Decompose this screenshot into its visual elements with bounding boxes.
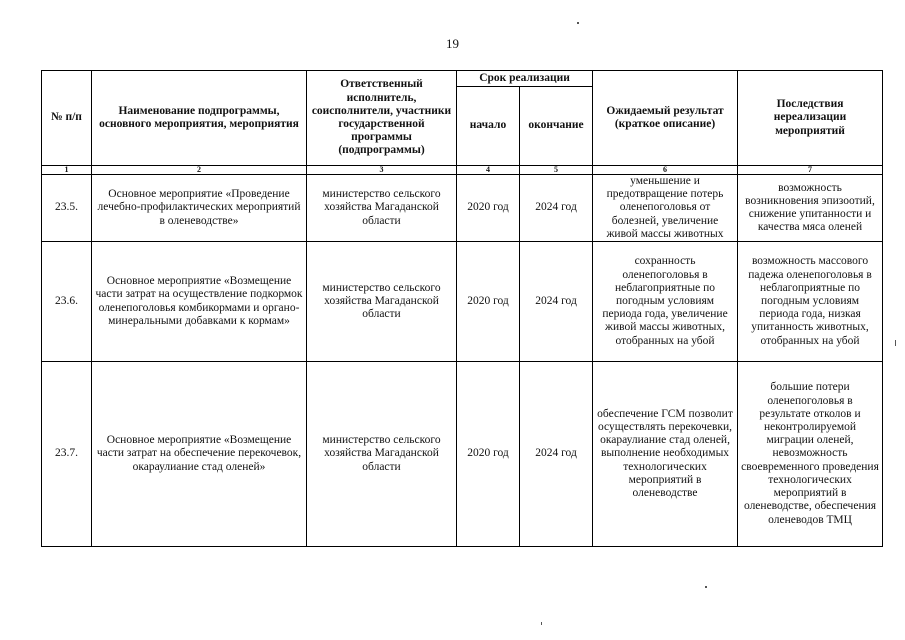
table-row (42, 242, 883, 362)
page-number: 19 (446, 36, 459, 51)
row-consequences: большие потери оленепоголовья в результате отколов и неконтролируемой миграции оленей, невозможность своевременного проведения технологических мероприятий в оленеводстве, обеспечения оленеводов ТМЦ (738, 362, 883, 547)
row-name: Основное мероприятие «Проведение лечебно-профилактических мероприятий в оленеводстве» (92, 175, 307, 242)
header-consequences: Последствия нереализации мероприятий (738, 71, 883, 166)
table-row (42, 362, 883, 547)
row-result: сохранность оленепоголовья в неблагоприятные по погодным условиям периода года, увеличение живой массы животных, отобранных на убой (593, 242, 738, 362)
column-number: 6 (593, 166, 738, 175)
row-start: 2020 год (457, 242, 520, 362)
row-result: обеспечение ГСМ позволит осуществлять перекочевки, окараулиание стад оленей, выполнение необходимых технологических мероприятий в оленеводстве (593, 362, 738, 547)
row-name: Основное мероприятие «Возмещение части затрат на обеспечение перекочевок, окараулиание стад оленей» (92, 362, 307, 547)
row-name: Основное мероприятие «Возмещение части затрат на осуществление подкормок оленепоголовья комбикормами и органо-минеральными добавками к кормам» (92, 242, 307, 362)
row-responsible: министерство сельского хозяйства Магаданской области (307, 175, 457, 242)
row-consequences: возможность возникновения эпизоотий, снижение упитанности и качества мяса оленей (738, 175, 883, 242)
row-result: уменьшение и предотвращение потерь оленепоголовья от болезней, увеличение живой массы животных (593, 175, 738, 242)
program-table (41, 70, 883, 547)
column-number: 2 (92, 166, 307, 175)
column-number: 4 (457, 166, 520, 175)
row-end: 2024 год (520, 362, 593, 547)
header-end: окончание (520, 87, 593, 166)
row-consequences: возможность массового падежа оленепоголовья в неблагоприятные по погодным условиям периода года, низкая упитанность животных, отобранных на убой (738, 242, 883, 362)
row-end: 2024 год (520, 242, 593, 362)
row-number: 23.5. (42, 175, 92, 242)
scan-mark (705, 586, 707, 588)
row-start: 2020 год (457, 362, 520, 547)
scan-mark (895, 340, 896, 346)
scan-mark (577, 22, 579, 24)
header-name: Наименование подпрограммы, основного мероприятия, мероприятия (92, 71, 307, 166)
header-responsible: Ответственный исполнитель, соисполнители, участники государственной программы (подпрограммы) (307, 71, 457, 166)
row-start: 2020 год (457, 175, 520, 242)
column-number: 5 (520, 166, 593, 175)
column-number: 7 (738, 166, 883, 175)
scan-mark (541, 622, 542, 625)
row-responsible: министерство сельского хозяйства Магаданской области (307, 362, 457, 547)
row-number: 23.7. (42, 362, 92, 547)
row-number: 23.6. (42, 242, 92, 362)
column-number: 3 (307, 166, 457, 175)
row-end: 2024 год (520, 175, 593, 242)
header-row-1 (42, 71, 883, 87)
header-start: начало (457, 87, 520, 166)
header-period: Срок реализации (457, 71, 593, 87)
table-row (42, 175, 883, 242)
column-number: 1 (42, 166, 92, 175)
header-num: № п/п (42, 71, 92, 166)
column-numbers-row (42, 166, 883, 175)
row-responsible: министерство сельского хозяйства Магаданской области (307, 242, 457, 362)
header-result: Ожидаемый результат (краткое описание) (593, 71, 738, 166)
